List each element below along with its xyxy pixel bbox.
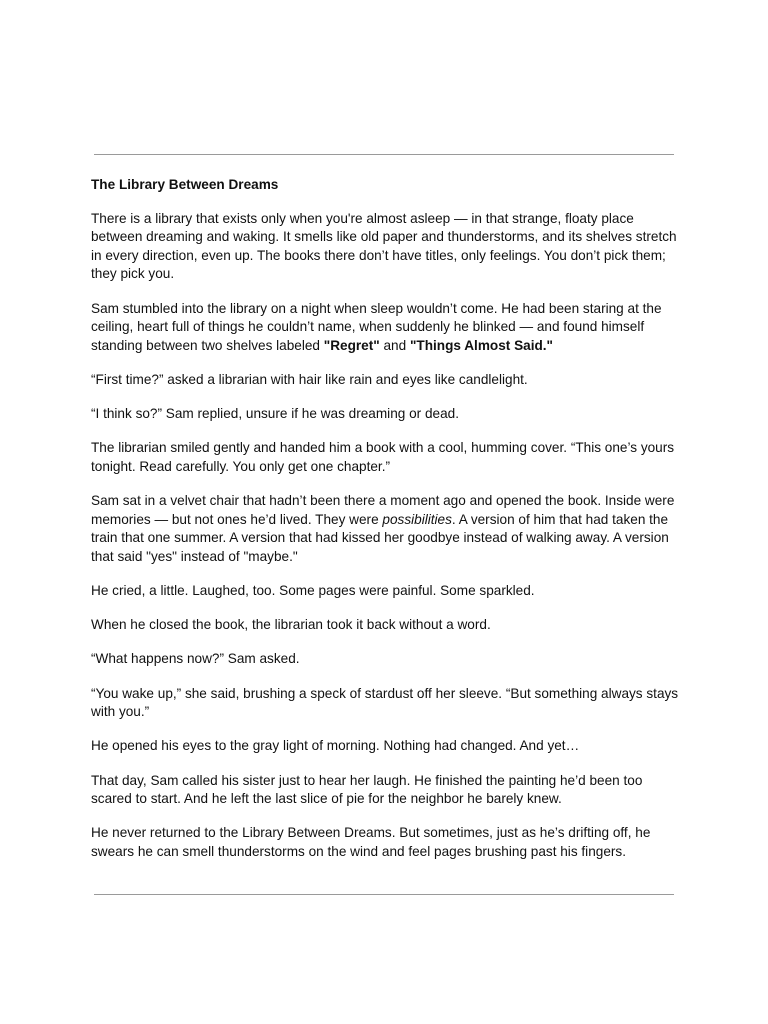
paragraph-4: “I think so?” Sam replied, unsure if he was dreaming or dead. [91,406,459,422]
paragraph-10: “You wake up,” she said, brushing a speck of stardust off her sleeve. “But something always stays with you.” [91,685,679,720]
bottom-divider [94,894,674,895]
paragraph-2-text: Sam stumbled into the library on a night when sleep wouldn’t come. He had been staring at the ceiling, heart full of things he couldn’t name, when suddenly he blinked — and found himself standing between two shelves labeled [91,300,662,353]
paragraph-3: “First time?” asked a librarian with hair like rain and eyes like candlelight. [91,371,528,387]
shelf-label-regret: "Regret" [323,337,380,353]
paragraph-6-text-start: Sam sat in a velvet chair that hadn’t been there a moment ago and opened the book. Inside were memories — but not ones he’d lived. They were [91,493,675,527]
top-divider [94,154,674,155]
story-title: The Library Between Dreams [91,177,279,192]
paragraph-13: He never returned to the Library Between Dreams. But sometimes, just as he’s drifting off, he swears he can smell thunderstorms on the wind and feel pages brushing past his fingers. [91,825,651,859]
paragraph-7: He cried, a little. Laughed, too. Some pages were painful. Some sparkled. [91,583,535,599]
paragraph-9: “What happens now?” Sam asked. [91,651,300,667]
paragraph-6-text-end: . A version of him that had taken the train that one summer. A version that had kissed her goodbye instead of walking away. A version that said "yes" instead of "maybe." [91,511,669,564]
paragraph-2-and: and [379,337,410,353]
story [91,176,681,862]
paragraph-6 [91,492,681,566]
paragraph-2 [91,300,681,356]
paragraph-12: That day, Sam called his sister just to hear her laugh. He finished the painting he’d been too scared to start. And he left the last slice of pie for the neighbor he barely knew. [91,772,643,807]
paragraph-11: He opened his eyes to the gray light of morning. Nothing had changed. And yet… [91,738,580,754]
paragraph-8: When he closed the book, the librarian took it back without a word. [91,617,491,633]
paragraph-5: The librarian smiled gently and handed him a book with a cool, humming cover. “This one’s yours tonight. Read carefully. You only get one chapter.” [91,440,675,474]
shelf-label-things-almost-said: "Things Almost Said." [409,337,553,353]
paragraph-1: There is a library that exists only when you're almost asleep — in that strange, floaty place between dreaming and waking. It smells like old paper and thunderstorms, and its shelves stretch in every direction, even up. The books there don’t have titles, only feelings. You don’t pick them; they pick you. [91,210,677,282]
emphasis-possibilities: possibilities [382,511,452,527]
